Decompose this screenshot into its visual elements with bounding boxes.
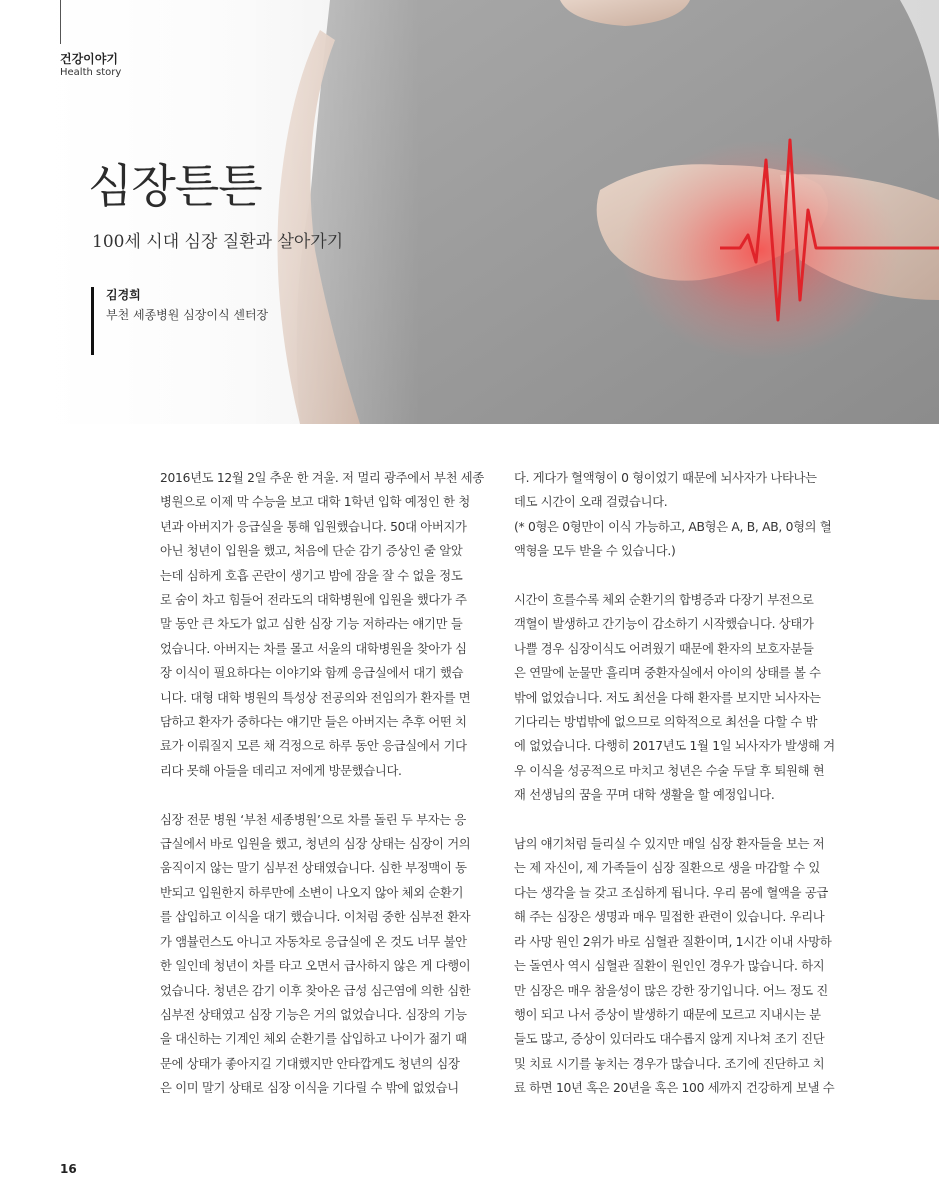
text-line: 말 동안 큰 차도가 없고 심한 심장 기능 저하라는 얘기만 들: [160, 617, 463, 632]
text-line: 나쁠 경우 심장이식도 어려웠기 때문에 환자의 보호자분들: [514, 641, 814, 656]
text-line: 료 하면 10년 혹은 20년을 혹은 100 세까지 건강하게 보낼 수: [514, 1081, 835, 1096]
author-name: 김경희: [106, 288, 141, 302]
text-line: 움직이지 않는 말기 심부전 상태였습니다. 심한 부정맥이 동: [160, 861, 467, 876]
hero-banner: [0, 0, 939, 424]
text-line: 아닌 청년이 입원을 했고, 처음에 단순 감기 증상인 줄 알았: [160, 544, 463, 559]
text-line: 기다리는 방법밖에 없으므로 의학적으로 최선을 다할 수 밖: [514, 715, 818, 730]
text-line: 는 돌연사 역시 심혈관 질환이 원인인 경우가 많습니다. 하지: [514, 959, 825, 974]
body-paragraph: [514, 588, 852, 808]
text-line: 밖에 없었습니다. 저도 최선을 다해 환자를 보지만 뇌사자는: [514, 690, 821, 705]
text-line: 료가 이뤄질지 모른 채 걱정으로 하루 동안 응급실에서 기다: [160, 739, 467, 754]
text-line: 담하고 환자가 중하다는 얘기만 들은 아버지는 추후 어떤 치: [160, 715, 467, 730]
text-line: 었습니다. 아버지는 차를 몰고 서울의 대학병원을 찾아가 심: [160, 641, 467, 656]
text-line: 심장 전문 병원 ‘부천 세종병원’으로 차를 돌린 두 부자는 응: [160, 812, 467, 827]
text-line: 액형을 모두 받을 수 있습니다.): [514, 544, 676, 559]
author-accent-bar: [91, 287, 94, 355]
text-line: 다. 게다가 혈액형이 0 형이었기 때문에 뇌사자가 나타나는: [514, 471, 817, 485]
section-rule: [60, 0, 61, 44]
article-title: 심장튼튼: [88, 159, 262, 213]
text-line: 우 이식을 성공적으로 마치고 청년은 수술 두달 후 퇴원해 현: [514, 763, 825, 778]
text-line: 은 연말에 눈물만 흘리며 중환자실에서 아이의 상태를 볼 수: [514, 666, 821, 681]
text-line: 는데 심하게 호흡 곤란이 생기고 밤에 잠을 잘 수 없을 정도: [160, 568, 463, 583]
text-line: 행이 되고 나서 증상이 발생하기 때문에 모르고 지내시는 분: [514, 1007, 821, 1022]
text-line: 반되고 입원한지 하루만에 소변이 나오지 않아 체외 순환기: [160, 885, 464, 900]
text-line: 다는 생각을 늘 갖고 조심하게 됩니다. 우리 몸에 혈액을 공급: [514, 885, 828, 900]
text-line: 심부전 상태였고 심장 기능은 거의 없었습니다. 심장의 기능: [160, 1007, 467, 1022]
text-line: 은 이미 말기 상태로 심장 이식을 기다릴 수 밖에 없었습니: [160, 1081, 459, 1096]
section-label-en: Health story: [60, 67, 122, 78]
text-line: 2016년도 12월 2일 추운 한 겨울. 저 멀리 광주에서 부천 세종: [160, 471, 484, 485]
text-line: 를 삽입하고 이식을 대기 했습니다. 이처럼 중한 심부전 환자: [160, 910, 471, 925]
paragraph-gap: [514, 564, 852, 588]
text-line: 문에 상태가 좋아지길 기대했지만 안타깝게도 청년의 심장: [160, 1056, 460, 1071]
text-line: 에 없었습니다. 다행히 2017년도 1월 1일 뇌사자가 발생해 겨: [514, 739, 835, 754]
text-line: 니다. 대형 대학 병원의 특성상 전공의와 전임의가 환자를 면: [160, 690, 471, 705]
body-column-right: [514, 466, 852, 1101]
body-column-left: [160, 466, 492, 1101]
text-line: 재 선생님의 꿈을 꾸며 대학 생활을 할 예정입니다.: [514, 788, 775, 803]
body-paragraph: [160, 808, 492, 1101]
text-line: 병원으로 이제 막 수능을 보고 대학 1학년 입학 예정인 한 청: [160, 495, 470, 510]
text-line: (* 0형은 0형만이 이식 가능하고, AB형은 A, B, AB, 0형의 혈: [514, 519, 832, 534]
text-line: 었습니다. 청년은 감기 이후 찾아온 급성 심근염에 의한 심한: [160, 983, 471, 998]
text-line: 리다 못해 아들을 데리고 저에게 방문했습니다.: [160, 763, 402, 778]
body-paragraph: [514, 466, 852, 564]
text-line: 남의 얘기처럼 들리실 수 있지만 매일 심장 환자들을 보는 저: [514, 837, 825, 852]
section-label-ko: 건강이야기: [60, 52, 118, 66]
article-subtitle: 100세 시대 심장 질환과 살아가기: [92, 232, 344, 252]
text-line: 만 심장은 매우 참을성이 많은 강한 장기입니다. 어느 정도 진: [514, 983, 828, 998]
text-line: 년과 아버지가 응급실을 통해 입원했습니다. 50대 아버지가: [160, 519, 467, 534]
text-line: 및 치료 시기를 놓치는 경우가 많습니다. 조기에 진단하고 치: [514, 1056, 825, 1071]
text-line: 을 대신하는 기계인 체외 순환기를 삽입하고 나이가 젊기 때: [160, 1032, 467, 1047]
text-line: 는 제 자신이, 제 가족들이 심장 질환으로 생을 마감할 수 있: [514, 861, 821, 876]
text-line: 해 주는 심장은 생명과 매우 밀접한 관련이 있습니다. 우리나: [514, 910, 825, 925]
body-paragraph: [514, 832, 852, 1100]
paragraph-gap: [160, 783, 492, 807]
text-line: 장 이식이 필요하다는 이야기와 함께 응급실에서 대기 했습: [160, 666, 464, 681]
body-paragraph: [160, 466, 492, 783]
text-line: 급실에서 바로 입원을 했고, 청년의 심장 상태는 심장이 거의: [160, 837, 471, 852]
text-line: 데도 시간이 오래 걸렸습니다.: [514, 495, 668, 510]
page-number: 16: [60, 1162, 77, 1176]
text-line: 가 앰뷸런스도 아니고 자동차로 응급실에 온 것도 너무 불안: [160, 934, 467, 949]
text-line: 들도 많고, 증상이 있더라도 대수롭지 않게 지나쳐 조기 진단: [514, 1032, 825, 1047]
paragraph-gap: [514, 808, 852, 832]
text-line: 로 숨이 차고 힘들어 전라도의 대학병원에 입원을 했다가 주: [160, 593, 467, 608]
text-line: 한 일인데 청년이 차를 타고 오면서 급사하지 않은 게 다행이: [160, 959, 471, 974]
author-role: 부천 세종병원 심장이식 센터장: [106, 308, 269, 322]
text-line: 라 사망 원인 2위가 바로 심혈관 질환이며, 1시간 이내 사망하: [514, 934, 832, 949]
text-line: 객혈이 발생하고 간기능이 감소하기 시작했습니다. 상태가: [514, 617, 814, 632]
text-line: 시간이 흐를수록 체외 순환기의 합병증과 다장기 부전으로: [514, 593, 814, 608]
